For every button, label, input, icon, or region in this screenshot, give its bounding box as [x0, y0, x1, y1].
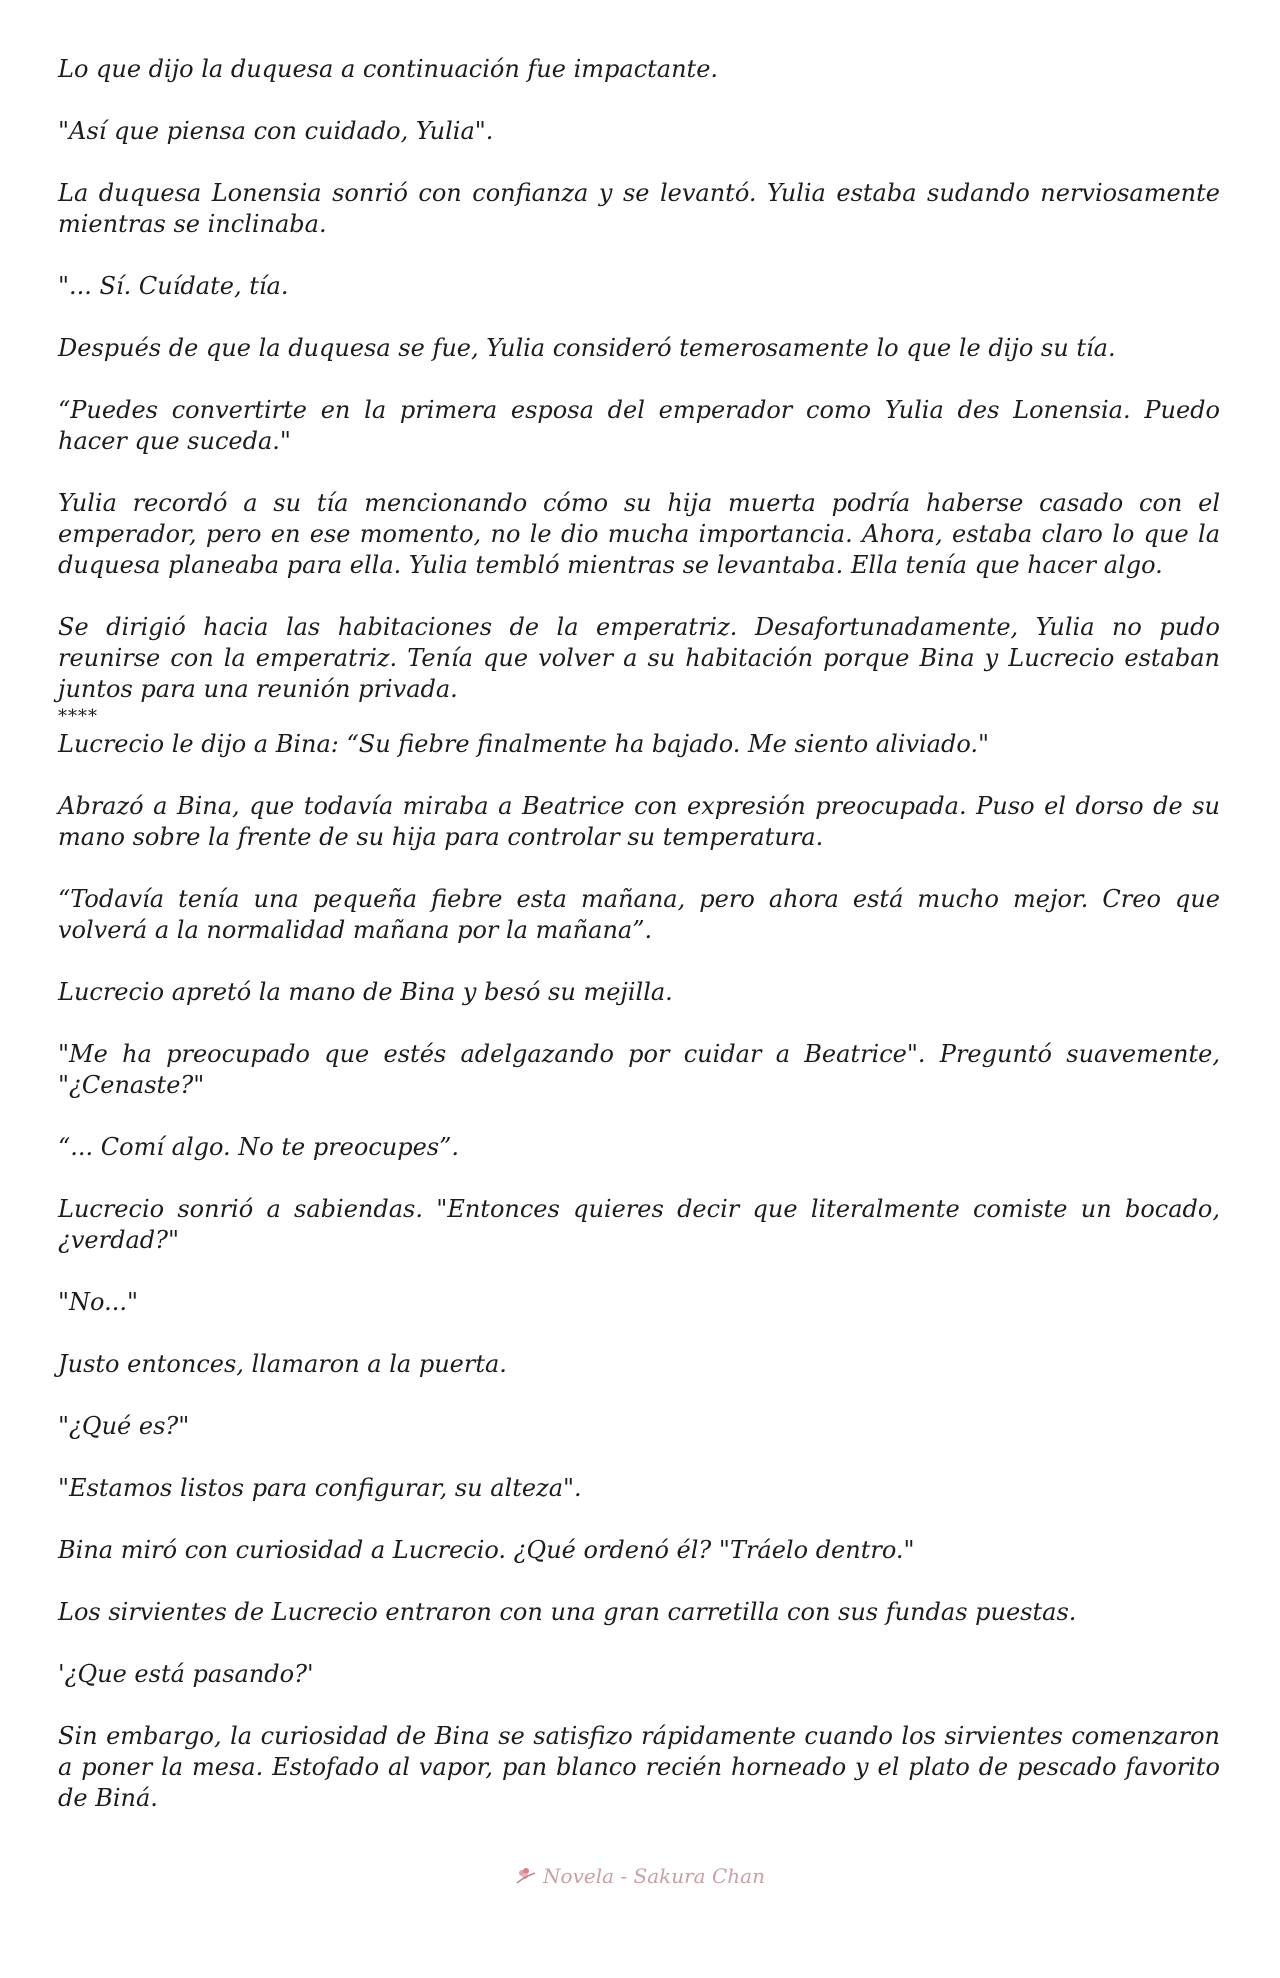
paragraph: Lucrecio sonrió a sabiendas. "Entonces quieres decir que literalmente comiste un bocado, ¿verdad?" — [58, 1195, 1220, 1254]
paragraph: La duquesa Lonensia sonrió con confianza y se levantó. Yulia estaba sudando nerviosamente mientras se inclinaba. — [58, 179, 1220, 238]
paragraph: "No..." — [58, 1288, 138, 1316]
paragraph: Justo entonces, llamaron a la puerta. — [58, 1350, 507, 1378]
paragraph: '¿Que está pasando?' — [58, 1660, 314, 1688]
paragraph: "Estamos listos para configurar, su alteza". — [58, 1474, 582, 1502]
sakura-blossom-icon — [515, 1866, 537, 1890]
paragraph: Yulia recordó a su tía mencionando cómo su hija muerta podría haberse casado con el emperador, pero en ese momento, no le dio mucha importancia. Ahora, estaba claro lo que la duquesa planeaba para ella. Yulia tembló mientras se levantaba. Ella tenía que hacer algo. — [58, 489, 1220, 579]
paragraph: “Puedes convertirte en la primera esposa del emperador como Yulia des Lonensia. Puedo hacer que suceda." — [58, 396, 1220, 455]
paragraph: “... Comí algo. No te preocupes”. — [58, 1133, 460, 1161]
paragraph: Se dirigió hacia las habitaciones de la emperatriz. Desafortunadamente, Yulia no pudo reunirse con la emperatriz. Tenía que volver a su habitación porque Bina y Lucrecio estaban juntos para una reunión privada. — [58, 613, 1220, 703]
document-body — [58, 54, 1220, 1845]
paragraph: Después de que la duquesa se fue, Yulia consideró temerosamente lo que le dijo su tía. — [58, 334, 1116, 362]
paragraph: "¿Qué es?" — [58, 1412, 190, 1440]
paragraph: "Así que piensa con cuidado, Yulia". — [58, 117, 494, 145]
paragraph: “Todavía tenía una pequeña fiebre esta mañana, pero ahora está mucho mejor. Creo que volverá a la normalidad mañana por la mañana”. — [58, 885, 1220, 944]
watermark-text: Novela - Sakura Chan — [543, 1864, 765, 1888]
paragraph: Los sirvientes de Lucrecio entraron con una gran carretilla con sus fundas puestas. — [58, 1598, 1077, 1626]
paragraph: Bina miró con curiosidad a Lucrecio. ¿Qué ordenó él? "Tráelo dentro." — [58, 1536, 915, 1564]
scene-separator: **** — [58, 706, 98, 727]
paragraph: Abrazó a Bina, que todavía miraba a Beatrice con expresión preocupada. Puso el dorso de su mano sobre la frente de su hija para controlar su temperatura. — [58, 792, 1220, 851]
paragraph: "Me ha preocupado que estés adelgazando por cuidar a Beatrice". Preguntó suavemente, "¿Cenaste?" — [58, 1040, 1220, 1099]
paragraph: Lo que dijo la duquesa a continuación fue impactante. — [58, 55, 719, 83]
paragraph: "... Sí. Cuídate, tía. — [58, 272, 289, 300]
paragraph: Lucrecio apretó la mano de Bina y besó su mejilla. — [58, 978, 673, 1006]
watermark — [0, 1864, 1280, 1890]
paragraph: Sin embargo, la curiosidad de Bina se satisfizo rápidamente cuando los sirvientes comenzaron a poner la mesa. Estofado al vapor, pan blanco recién horneado y el plato de pescado favorito de Biná. — [58, 1722, 1220, 1812]
paragraph: Lucrecio le dijo a Bina: “Su fiebre finalmente ha bajado. Me siento aliviado." — [58, 730, 990, 758]
